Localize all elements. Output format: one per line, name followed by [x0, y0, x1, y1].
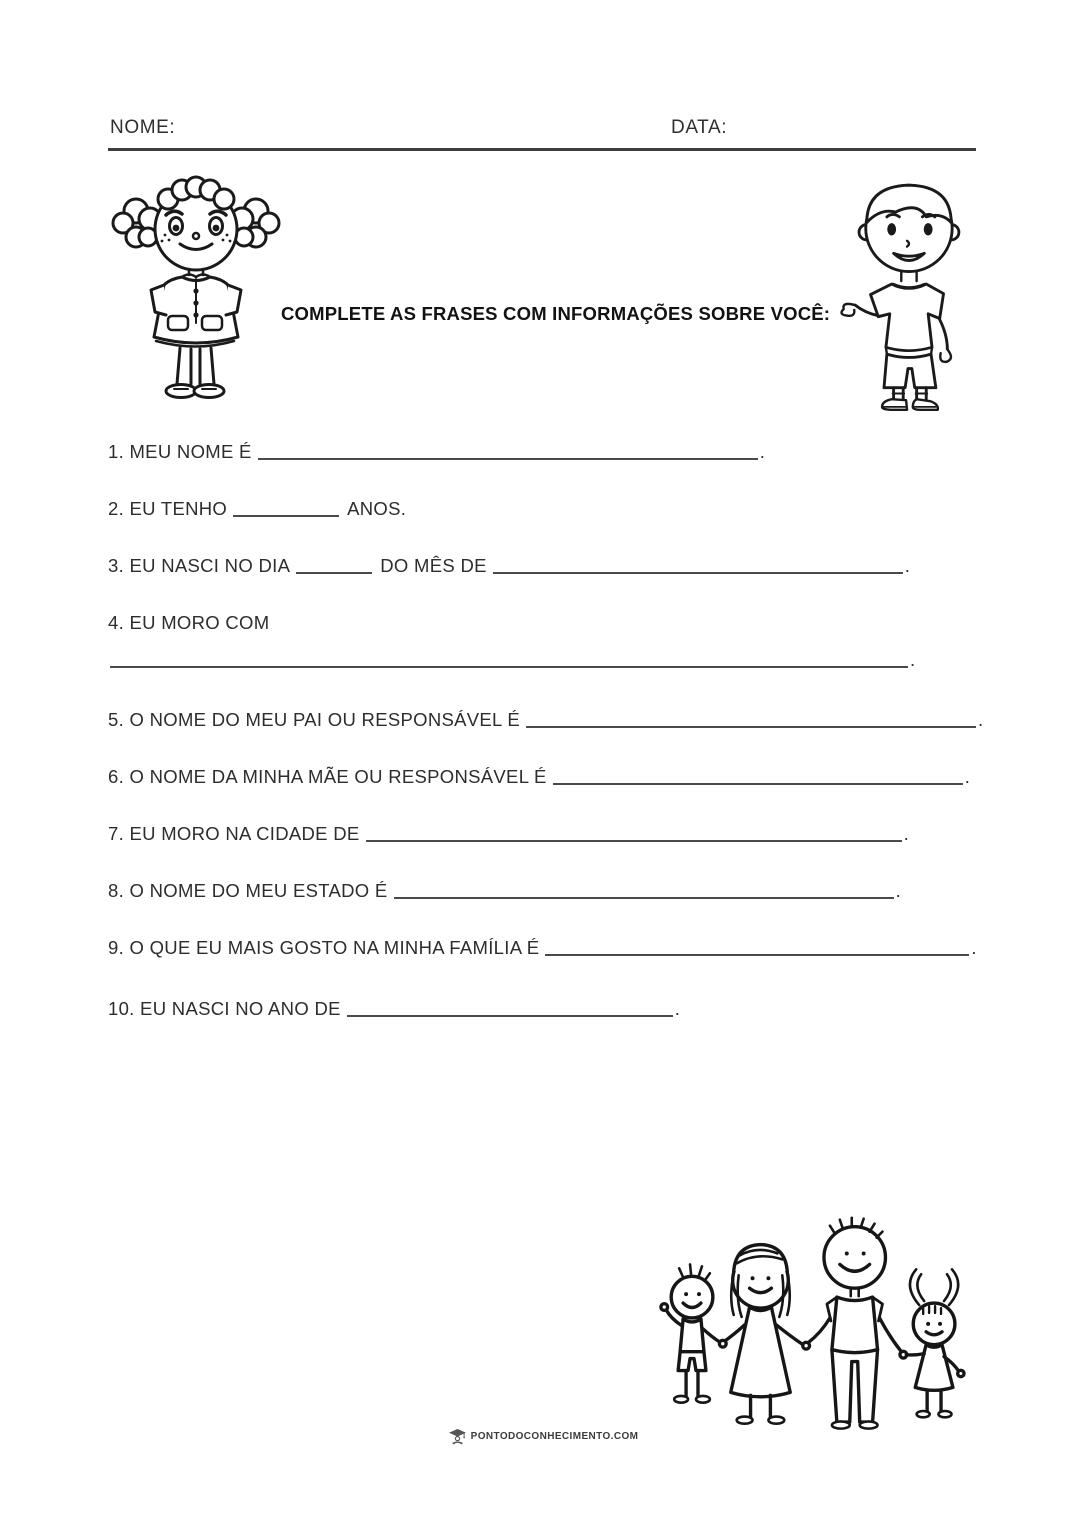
worksheet-item-4-blank-row [108, 649, 915, 671]
blank-line [493, 557, 903, 574]
item-text: 3. EU NASCI NO DIA [108, 555, 291, 576]
worksheet-item-2 [108, 498, 406, 520]
item-text: 4. EU MORO COM [108, 612, 270, 633]
worksheet-item-1 [108, 441, 765, 463]
item-text: 8. O NOME DO MEU ESTADO É [108, 880, 388, 901]
item-text: 2. EU TENHO [108, 498, 228, 519]
blank-line [296, 557, 372, 574]
blank-line [545, 939, 969, 956]
worksheet-item-10 [108, 998, 680, 1020]
item-suffix: . [903, 823, 910, 844]
footer-brand [0, 1428, 1086, 1445]
item-suffix: . [978, 709, 984, 730]
family-illustration [646, 1186, 994, 1434]
item-suffix: . [674, 998, 681, 1019]
item-suffix: . [910, 649, 916, 670]
worksheet-item-5 [108, 709, 983, 731]
boy-waving-icon [836, 159, 980, 411]
graduate-icon [448, 1428, 467, 1445]
item-text: 6. O NOME DA MINHA MÃE OU RESPONSÁVEL É [108, 766, 547, 787]
name-label: NOME: [110, 117, 176, 138]
item-text: 1. MEU NOME É [108, 441, 252, 462]
date-label: DATA: [671, 117, 728, 138]
blank-line [526, 711, 976, 728]
worksheet-item-4 [108, 612, 269, 634]
boy-illustration [836, 159, 980, 411]
item-suffix: . [759, 441, 766, 462]
header-rule [108, 148, 976, 151]
item-text: ANOS. [347, 498, 407, 519]
worksheet-item-3 [108, 555, 910, 577]
blank-line [553, 768, 963, 785]
girl-with-pigtails-icon [108, 163, 284, 403]
item-text: 9. O QUE EU MAIS GOSTO NA MINHA FAMÍLIA É [108, 937, 540, 958]
worksheet-item-7 [108, 823, 909, 845]
blank-line [394, 882, 894, 899]
blank-line [110, 651, 908, 668]
girl-illustration [108, 163, 284, 403]
worksheet-title: COMPLETE AS FRASES COM INFORMAÇÕES SOBRE VOCÊ: [281, 303, 831, 324]
blank-line [233, 500, 339, 517]
item-suffix: . [895, 880, 902, 901]
item-text: 7. EU MORO NA CIDADE DE [108, 823, 360, 844]
blank-line [258, 443, 758, 460]
worksheet-item-8 [108, 880, 901, 902]
blank-line [347, 1000, 673, 1017]
item-text: DO MÊS DE [380, 555, 487, 576]
item-suffix: . [971, 937, 977, 958]
stick-family-icon [646, 1186, 994, 1434]
item-suffix: . [904, 555, 911, 576]
item-suffix: . [964, 766, 971, 787]
worksheet-item-6 [108, 766, 970, 788]
blank-line [366, 825, 902, 842]
item-text: 10. EU NASCI NO ANO DE [108, 998, 341, 1019]
footer-brand-text: PONTODOCONHECIMENTO.COM [470, 1431, 639, 1442]
worksheet-item-9 [108, 937, 977, 959]
item-text: 5. O NOME DO MEU PAI OU RESPONSÁVEL É [108, 709, 521, 730]
